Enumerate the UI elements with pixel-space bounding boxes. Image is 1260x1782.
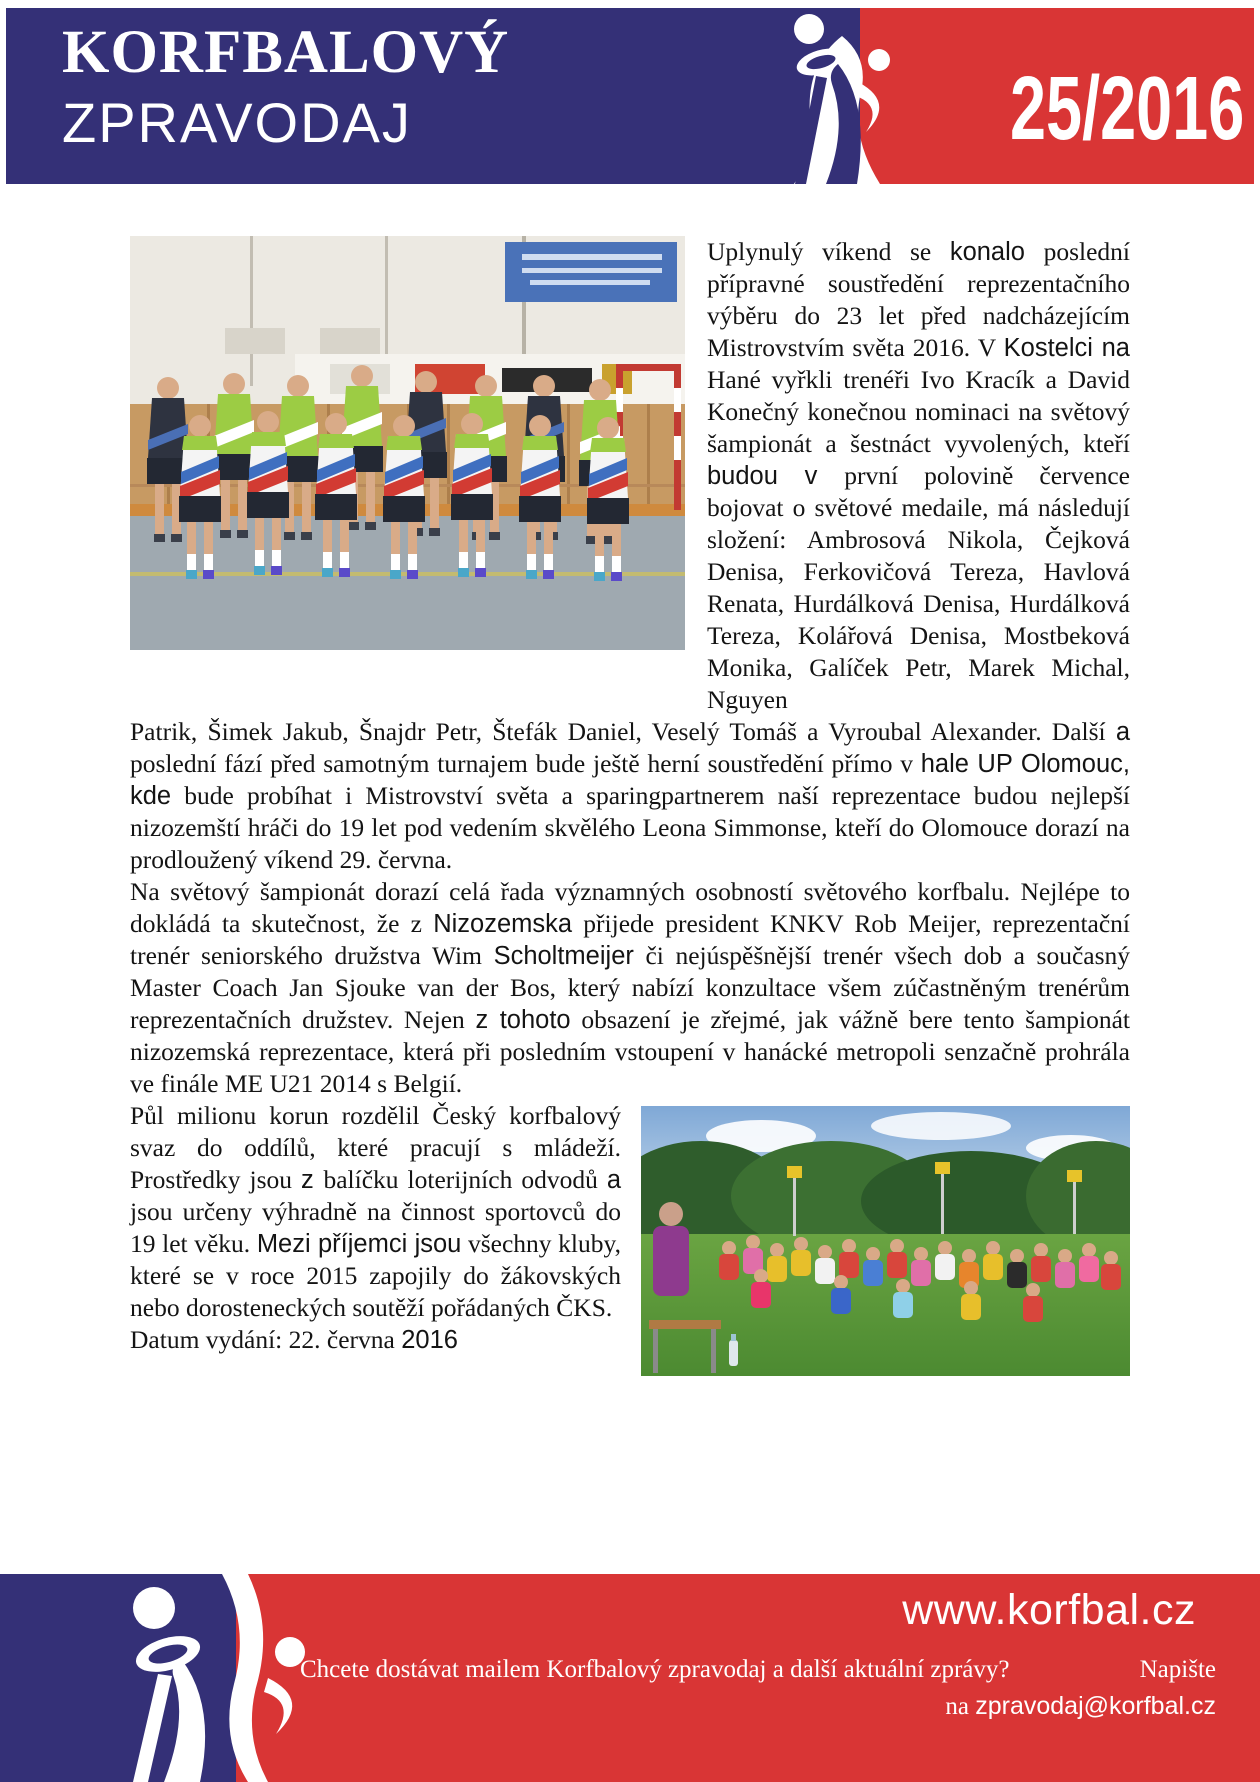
publication-date: Datum vydání: 22. června 2016 [130, 1325, 458, 1354]
website-link[interactable]: www.korfbal.cz [902, 1586, 1196, 1634]
article-body [130, 236, 1130, 1390]
newsletter-title-line1: KORFBALOVÝ [62, 19, 510, 86]
write-us-label: Napište [1139, 1656, 1216, 1683]
korfball-player-logo-icon [690, 8, 906, 184]
issue-badge [860, 8, 1254, 184]
header-banner [6, 8, 1254, 184]
subscribe-question: Chcete dostávat mailem Korfbalový zpravodaj a další aktuální zprávy? [300, 1656, 1010, 1683]
newsletter-title [62, 19, 510, 155]
worlds-prep-text-column: Uplynulý víkend se konalo poslední přípravné soustředění reprezentačního výběru do 23 let před nadcházejícím Mistrovstvím světa 2016. V Kostelci na Hané vyřkli trenéři Ivo Kracík a David Konečný konečnou nominaci na světový šampionát a šestnáct vyvolených, kteří budou v první polovině července bojovat o světové medaile, má následují složení: Ambrosová Nikola, Čejková Denisa, Ferkovičová Tereza, Havlová Renata, Hurdálková Denisa, Hurdálková Tereza, Kolářová Denisa, Mostbeková Monika, Galíček Petr, Marek Michal, Nguyen [707, 237, 1130, 714]
worlds-prep-section [130, 236, 1130, 716]
newsletter-title-line2: ZPRAVODAJ [62, 91, 412, 155]
school-tournament-photo [641, 1106, 1130, 1376]
funding-paragraph: Půl milionu korun rozdělil Český korfbalový svaz do oddílů, které pracují s mládeží. Prostředky jsou z balíčku loterijních odvodů a jsou určeny výhradně na činnost sportovců do 19 let věku. Mezi příjemci jsou všechny kluby, které se v roce 2015 zapojily do žákovských nebo dorosteneckých soutěží pořádaných ČKS. [130, 1101, 622, 1322]
footer-banner [0, 1574, 1260, 1782]
issue-number: 25/2016 [1009, 58, 1244, 159]
korfball-personalities-paragraph: Na světový šampionát dorazí celá řada významných osobností světového korfbalu. Nejlépe to dokládá ta skutečnost, že z Nizozemska přijede president KNKV Rob Meijer, reprezentační trenér seniorského družstva Wim Scholtmeijer či nejúspěšnější trenér všech dob a současný Master Coach Jan Sjouke van der Bos, který nabízí konzultace všem zúčastněným trenérům reprezentačních družstev. Nejen z tohoto obsazení je zřejmé, jak vážně bere tento šampionát nizozemská reprezentace, která při posledním vstoupení v hanácké metropoli senzačně prohrála ve finále ME U21 2014 s Belgií. [130, 877, 1131, 1098]
contact-email[interactable]: na zpravodaj@korfbal.cz [945, 1692, 1216, 1720]
korfball-player-logo-footer-icon [36, 1574, 336, 1782]
team-photo [130, 236, 685, 650]
worlds-prep-text-continuation: Patrik, Šimek Jakub, Šnajdr Petr, Štefák Daniel, Veselý Tomáš a Vyroubal Alexander. Další a poslední fází před samotným turnajem bude ještě herní soustředění přímo v hale UP Olomouc, kde bude probíhat i Mistrovství světa a sparingpartnerem naší reprezentace budou nejlepší nizozemští hráči do 19 let pod vedením skvělého Leona Simmonse, kteří do Olomouce dorazí na prodloužený víkend 29. června. [130, 717, 1130, 874]
